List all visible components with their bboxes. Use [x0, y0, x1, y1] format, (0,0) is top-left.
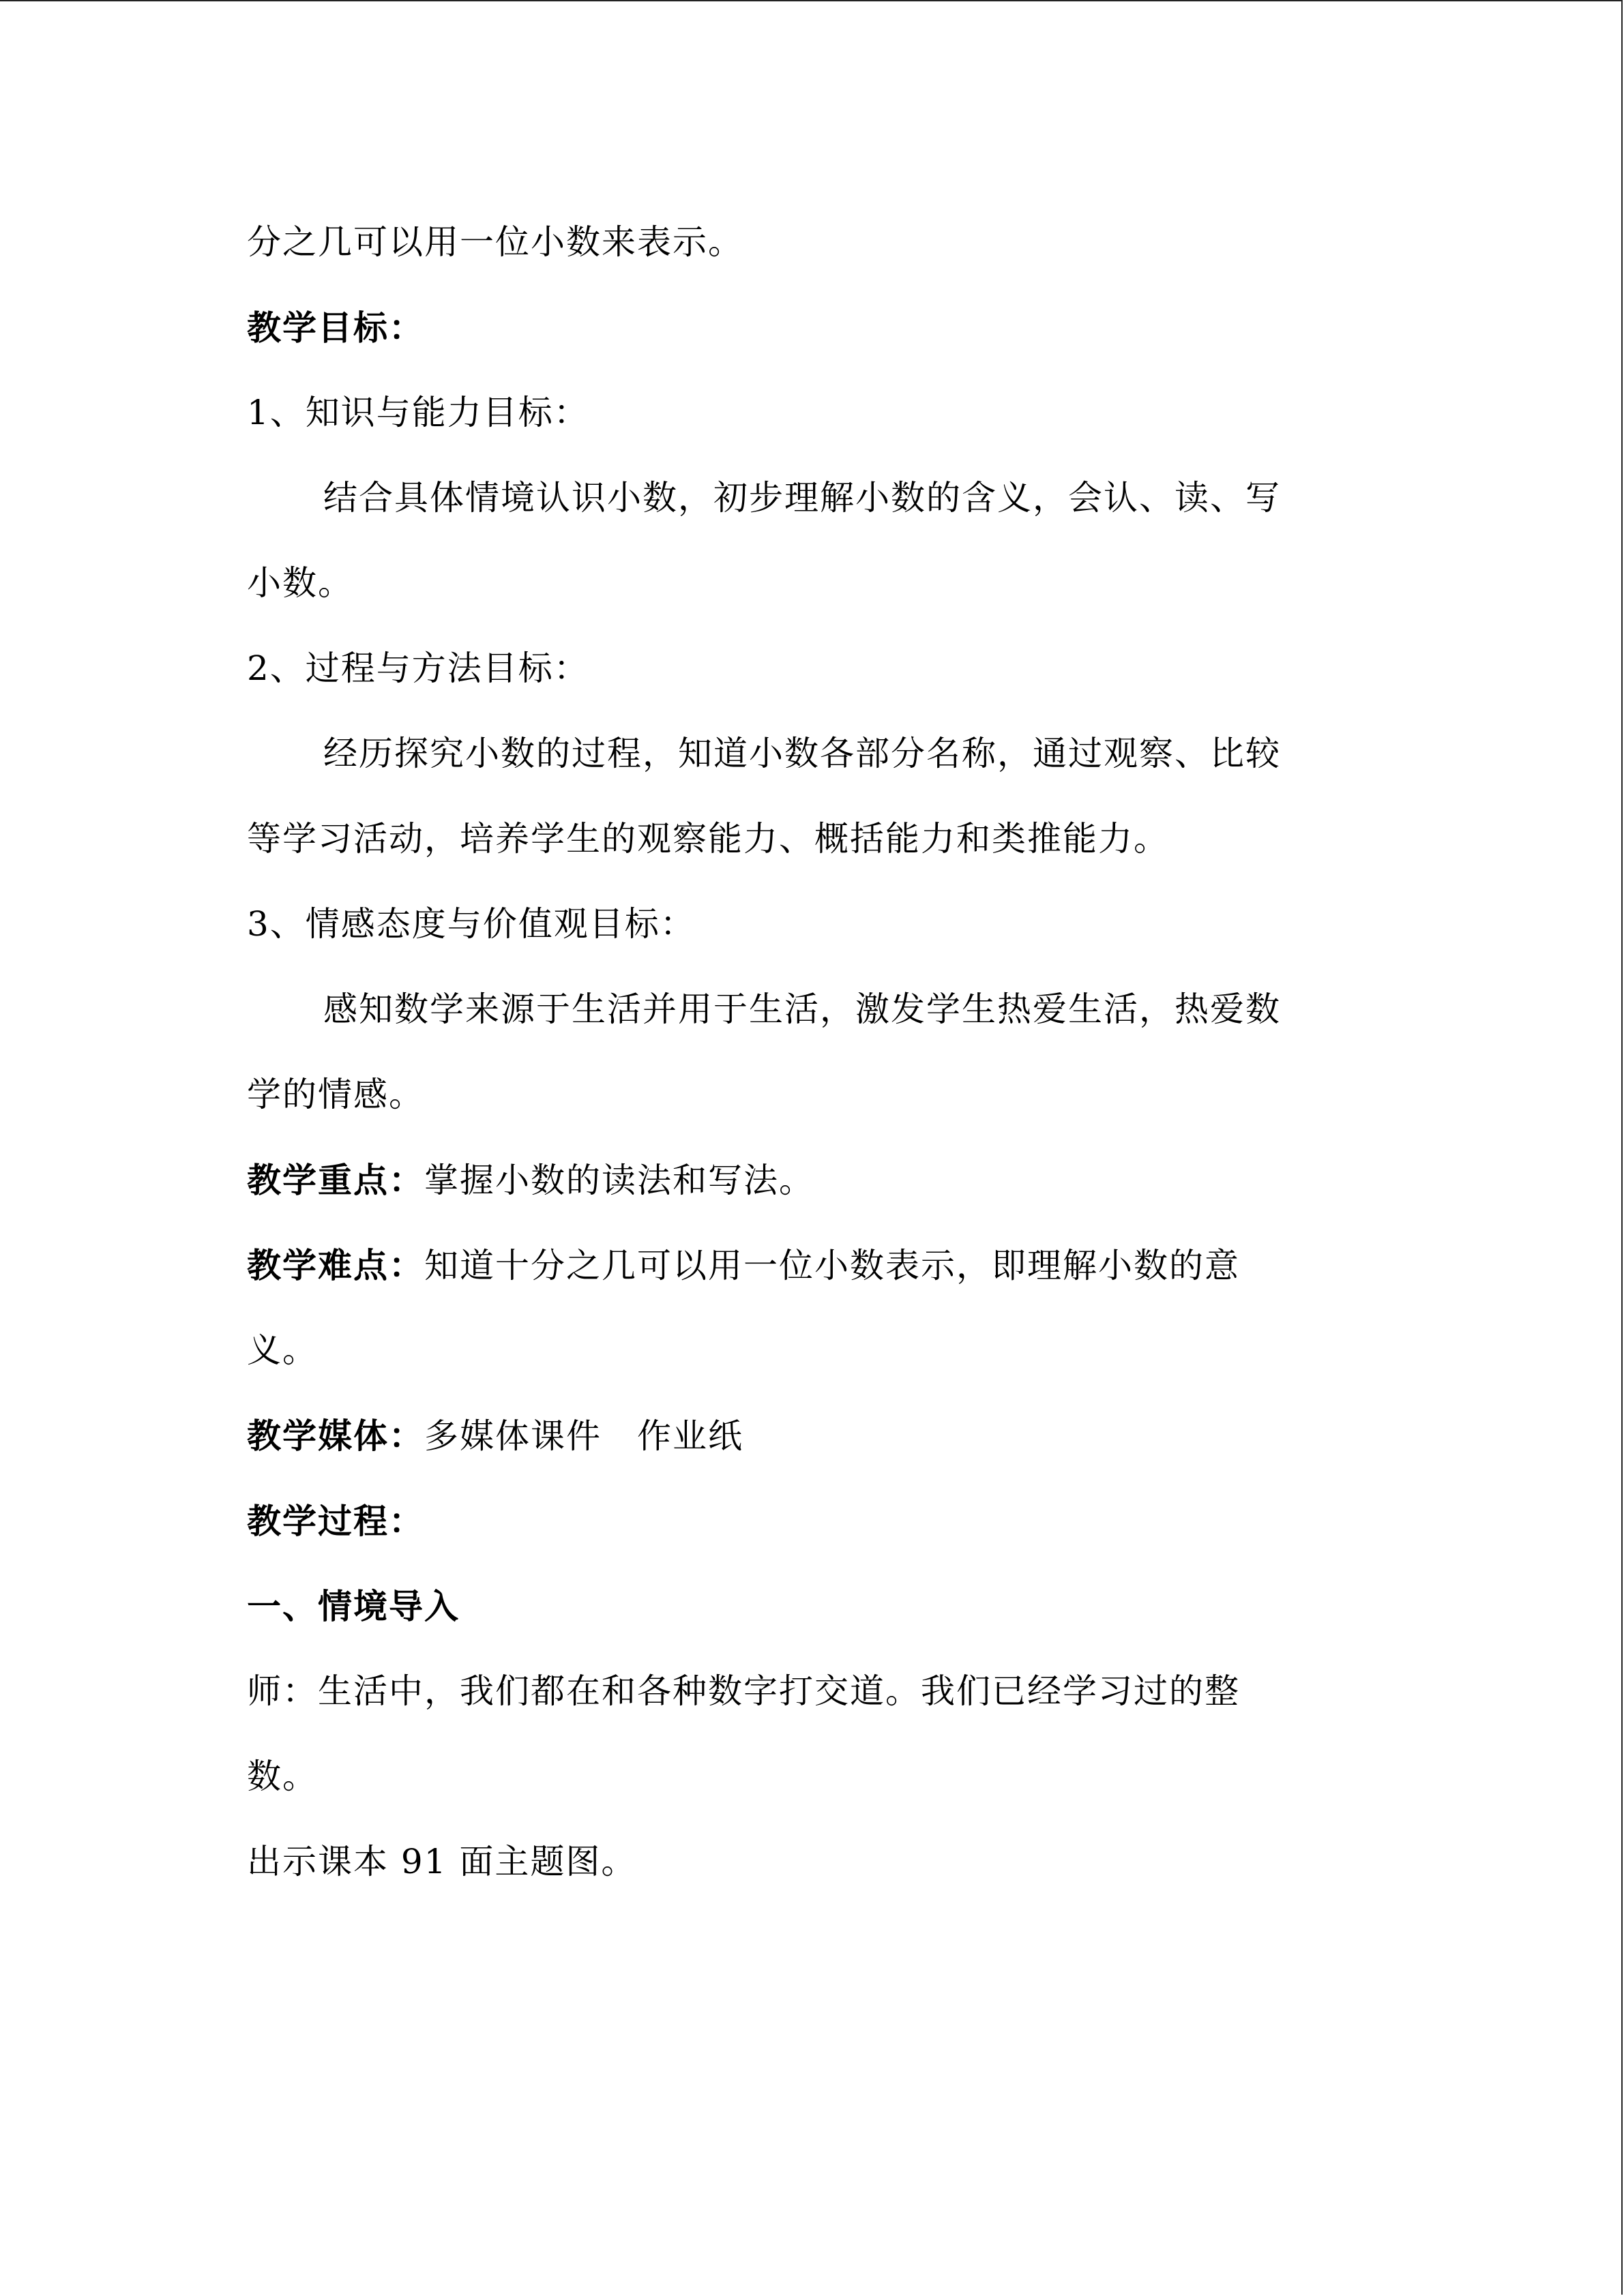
media-line — [247, 1393, 1365, 1478]
media-label: 教学媒体： — [247, 1416, 424, 1456]
media-text: 多媒体课件 作业纸 — [424, 1416, 743, 1456]
objective-2-text: 经历探究小数的过程，知道小数各部分名称，通过观察、比较 — [323, 734, 1281, 773]
objective-3-text: 感知数学来源于生活并用于生活，激发学生热爱生活，热爱数 — [323, 989, 1281, 1029]
process-heading: 教学过程： — [247, 1501, 424, 1541]
objective-2-heading: 2、过程与方法目标： — [247, 648, 589, 688]
difficulty-text-cont: 义。 — [247, 1330, 318, 1370]
objective-1-text-cont: 小数。 — [247, 563, 353, 603]
teacher-line-cont: 数。 — [247, 1757, 318, 1796]
objective-1-heading: 1、知识与能力目标： — [247, 393, 589, 432]
intro-line: 分之几可以用一位小数来表示。 — [247, 222, 743, 262]
show-textbook-line: 出示课本 91 面主题图。 — [247, 1842, 637, 1881]
key-point-label: 教学重点： — [247, 1160, 424, 1200]
objective-2-text-cont: 等学习活动，培养学生的观察能力、概括能力和类推能力。 — [247, 819, 1169, 859]
objective-3-heading: 3、情感态度与价值观目标： — [247, 904, 696, 944]
difficulty-line — [247, 1223, 1365, 1308]
key-point-text: 掌握小数的读法和写法。 — [424, 1161, 814, 1200]
section-1-heading: 一、情境导入 — [247, 1586, 460, 1626]
document-body — [247, 200, 1365, 1905]
objective-3-text-cont: 学的情感。 — [247, 1075, 424, 1114]
key-point-line — [247, 1137, 1365, 1223]
difficulty-label: 教学难点： — [247, 1245, 424, 1285]
objectives-heading: 教学目标： — [247, 308, 424, 348]
difficulty-text: 知道十分之几可以用一位小数表示，即理解小数的意 — [424, 1246, 1240, 1285]
objective-1-text: 结合具体情境认识小数，初步理解小数的含义，会认、读、写 — [323, 478, 1281, 518]
teacher-line: 师：生活中，我们都在和各种数字打交道。我们已经学习过的整 — [247, 1671, 1240, 1711]
